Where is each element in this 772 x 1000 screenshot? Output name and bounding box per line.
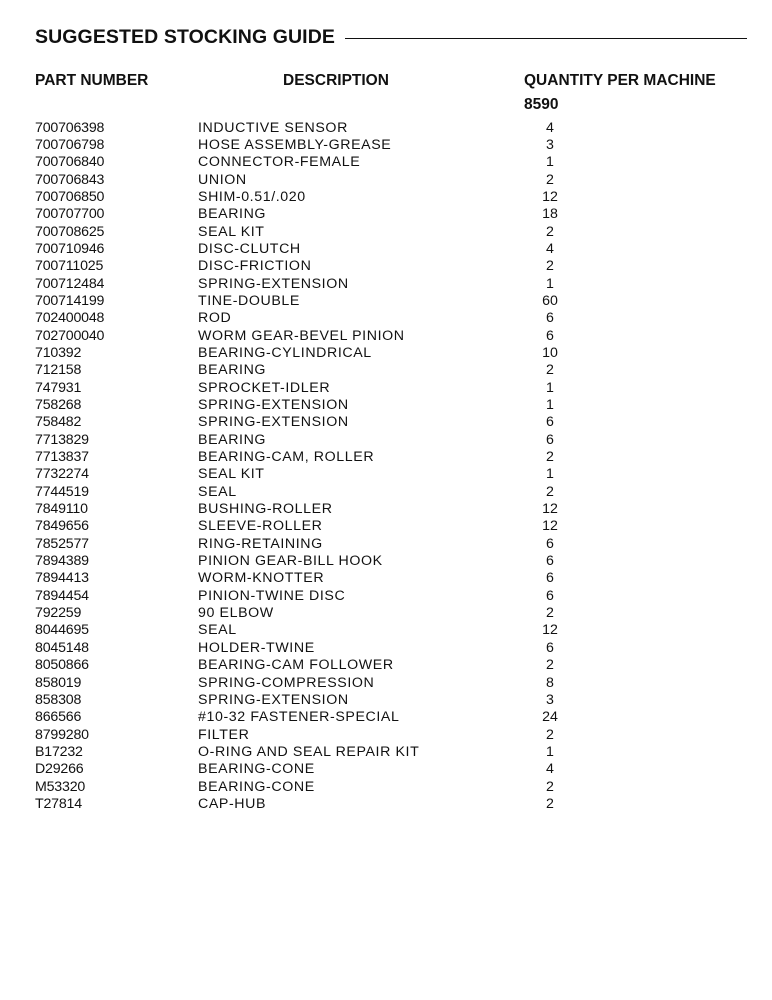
description-cell: 90 ELBOW (198, 605, 274, 622)
description-cell: BEARING-CYLINDRICAL (198, 344, 372, 361)
description-cell: UNION (198, 171, 247, 188)
table-row (0, 709, 772, 726)
description-cell: RING-RETAINING (198, 535, 323, 552)
description-cell: BUSHING-ROLLER (198, 501, 333, 518)
table-row (0, 241, 772, 258)
table-row (0, 761, 772, 778)
description-cell: SPRING-EXTENSION (198, 397, 349, 413)
quantity-cell: 1 (546, 397, 554, 413)
table-row (0, 432, 772, 449)
description-cell: SPROCKET-IDLER (198, 379, 331, 396)
quantity-cell: 1 (546, 154, 554, 171)
quantity-cell: 12 (542, 622, 558, 639)
quantity-cell: 24 (542, 709, 558, 726)
quantity-cell: 12 (542, 518, 558, 535)
table-row (0, 727, 772, 744)
table-row (0, 328, 772, 345)
part-number-cell: 700711025 (35, 258, 104, 275)
part-number-cell: 7849656 (35, 518, 89, 535)
quantity-cell: 1 (546, 466, 554, 483)
quantity-cell: 6 (546, 431, 554, 448)
table-row (0, 518, 772, 535)
page-title: SUGGESTED STOCKING GUIDE (35, 25, 335, 48)
description-cell: HOLDER-TWINE (198, 639, 315, 656)
description-cell: FILTER (198, 726, 250, 743)
table-row (0, 536, 772, 553)
part-number-cell: 7894389 (35, 553, 89, 570)
quantity-cell: 6 (546, 327, 554, 344)
part-number-cell: 702700040 (35, 327, 105, 344)
part-number-cell: 700706398 (35, 119, 105, 136)
table-row (0, 675, 772, 692)
table-row (0, 189, 772, 206)
quantity-cell: 2 (546, 483, 554, 500)
description-cell: DISC-FRICTION (198, 258, 312, 275)
quantity-cell: 12 (542, 501, 558, 518)
part-number-cell: 8050866 (35, 657, 89, 674)
quantity-cell: 2 (546, 449, 554, 466)
description-cell: CAP-HUB (198, 795, 267, 812)
description-cell: HOSE ASSEMBLY-GREASE (198, 136, 392, 153)
quantity-cell: 1 (546, 275, 554, 292)
table-row (0, 310, 772, 327)
quantity-cell: 1 (546, 743, 554, 760)
part-number-cell: 7894413 (35, 570, 89, 587)
table-row (0, 570, 772, 587)
description-cell: TINE-DOUBLE (198, 292, 300, 309)
table-row (0, 137, 772, 154)
description-cell: BEARING-CONE (198, 761, 315, 778)
quantity-cell: 18 (542, 206, 558, 223)
table-row (0, 466, 772, 483)
quantity-cell: 1 (546, 379, 554, 396)
part-number-cell: 7713829 (35, 431, 89, 448)
title-row (35, 24, 747, 50)
description-cell: BEARING-CAM, ROLLER (198, 449, 375, 466)
quantity-cell: 6 (546, 414, 554, 431)
table-row (0, 380, 772, 397)
quantity-cell: 4 (546, 761, 554, 778)
table-row (0, 293, 772, 310)
description-cell: ROD (198, 310, 232, 327)
part-number-cell: 700706843 (35, 171, 105, 188)
quantity-cell: 2 (546, 795, 554, 812)
part-number-cell: 758268 (35, 397, 82, 413)
table-row (0, 120, 772, 137)
part-number-cell: 700714199 (35, 292, 105, 309)
part-number-cell: 8044695 (35, 622, 89, 639)
quantity-cell: 2 (546, 258, 554, 275)
part-number-cell: 710392 (35, 344, 82, 361)
part-number-cell: 792259 (35, 605, 82, 622)
part-number-cell: M53320 (35, 778, 86, 795)
part-number-cell: 858019 (35, 674, 82, 691)
part-number-cell: 700706798 (35, 136, 105, 153)
table-row (0, 484, 772, 501)
table-row (0, 414, 772, 431)
part-number-cell: 700712484 (35, 275, 105, 292)
description-cell: O-RING AND SEAL REPAIR KIT (198, 743, 420, 760)
quantity-cell: 12 (542, 188, 558, 205)
quantity-cell: 6 (546, 570, 554, 587)
table-row (0, 449, 772, 466)
description-cell: BEARING (198, 206, 267, 223)
description-cell: BEARING-CAM FOLLOWER (198, 657, 394, 674)
quantity-cell: 2 (546, 171, 554, 188)
table-row (0, 779, 772, 796)
description-cell: BEARING-CONE (198, 778, 315, 795)
quantity-cell: 2 (546, 726, 554, 743)
quantity-cell: 2 (546, 605, 554, 622)
part-number-cell: 700706840 (35, 154, 105, 171)
part-number-cell: 866566 (35, 709, 82, 726)
quantity-cell: 3 (546, 691, 554, 708)
part-number-cell: 7852577 (35, 535, 89, 552)
quantity-cell: 60 (542, 292, 558, 309)
table-row (0, 692, 772, 709)
quantity-cell: 6 (546, 535, 554, 552)
part-number-cell: 7713837 (35, 449, 89, 466)
quantity-cell: 3 (546, 136, 554, 153)
quantity-cell: 8 (546, 674, 554, 691)
part-number-cell: B17232 (35, 743, 83, 760)
description-cell: CONNECTOR-FEMALE (198, 154, 361, 171)
description-cell: SPRING-EXTENSION (198, 275, 349, 292)
description-cell: SPRING-EXTENSION (198, 414, 349, 431)
table-row (0, 154, 772, 171)
description-cell: SEAL (198, 483, 237, 500)
table-row (0, 224, 772, 241)
table-row (0, 553, 772, 570)
table-row (0, 345, 772, 362)
description-cell: SPRING-EXTENSION (198, 691, 349, 708)
part-number-cell: 700707700 (35, 206, 105, 223)
table-row (0, 588, 772, 605)
description-cell: PINION GEAR-BILL HOOK (198, 553, 383, 570)
part-number-cell: T27814 (35, 795, 82, 812)
part-number-cell: 747931 (35, 379, 82, 396)
quantity-cell: 6 (546, 310, 554, 327)
quantity-cell: 6 (546, 553, 554, 570)
quantity-cell: 4 (546, 240, 554, 257)
table-row (0, 501, 772, 518)
description-cell: BEARING (198, 431, 267, 448)
table-row (0, 362, 772, 379)
parts-list (0, 120, 772, 814)
quantity-cell: 10 (542, 344, 558, 361)
description-cell: SEAL KIT (198, 466, 265, 483)
table-row (0, 744, 772, 761)
quantity-cell: 6 (546, 639, 554, 656)
header-description: DESCRIPTION (283, 72, 389, 89)
description-cell: INDUCTIVE SENSOR (198, 119, 348, 136)
description-cell: SPRING-COMPRESSION (198, 674, 375, 691)
part-number-cell: 8045148 (35, 639, 89, 656)
quantity-cell: 2 (546, 657, 554, 674)
quantity-cell: 2 (546, 223, 554, 240)
description-cell: DISC-CLUTCH (198, 240, 301, 257)
part-number-cell: 712158 (35, 362, 82, 379)
quantity-cell: 2 (546, 778, 554, 795)
part-number-cell: 7849110 (35, 501, 88, 518)
table-row (0, 397, 772, 414)
table-row (0, 622, 772, 639)
header-quantity: QUANTITY PER MACHINE (524, 72, 716, 89)
description-cell: PINION-TWINE DISC (198, 587, 346, 604)
table-row (0, 276, 772, 293)
description-cell: SEAL KIT (198, 223, 265, 240)
description-cell: BEARING (198, 362, 267, 379)
part-number-cell: 7732274 (35, 466, 89, 483)
description-cell: SHIM-0.51/.020 (198, 188, 306, 205)
description-cell: WORM-KNOTTER (198, 570, 325, 587)
part-number-cell: 702400048 (35, 310, 105, 327)
header-part-number: PART NUMBER (35, 72, 149, 89)
table-row (0, 640, 772, 657)
description-cell: SLEEVE-ROLLER (198, 518, 323, 535)
part-number-cell: D29266 (35, 761, 84, 778)
table-row (0, 605, 772, 622)
title-rule (345, 38, 747, 39)
quantity-cell: 2 (546, 362, 554, 379)
table-row (0, 657, 772, 674)
table-row (0, 172, 772, 189)
quantity-cell: 4 (546, 119, 554, 136)
quantity-cell: 6 (546, 587, 554, 604)
table-row (0, 796, 772, 813)
header-model: 8590 (524, 96, 559, 113)
part-number-cell: 758482 (35, 414, 82, 431)
part-number-cell: 7894454 (35, 587, 89, 604)
table-row (0, 206, 772, 223)
description-cell: SEAL (198, 622, 237, 639)
description-cell: WORM GEAR-BEVEL PINION (198, 327, 405, 344)
part-number-cell: 8799280 (35, 726, 89, 743)
description-cell: #10-32 FASTENER-SPECIAL (198, 709, 400, 726)
part-number-cell: 7744519 (35, 483, 89, 500)
part-number-cell: 700706850 (35, 188, 105, 205)
part-number-cell: 700708625 (35, 223, 105, 240)
part-number-cell: 858308 (35, 691, 82, 708)
part-number-cell: 700710946 (35, 240, 105, 257)
table-row (0, 258, 772, 275)
